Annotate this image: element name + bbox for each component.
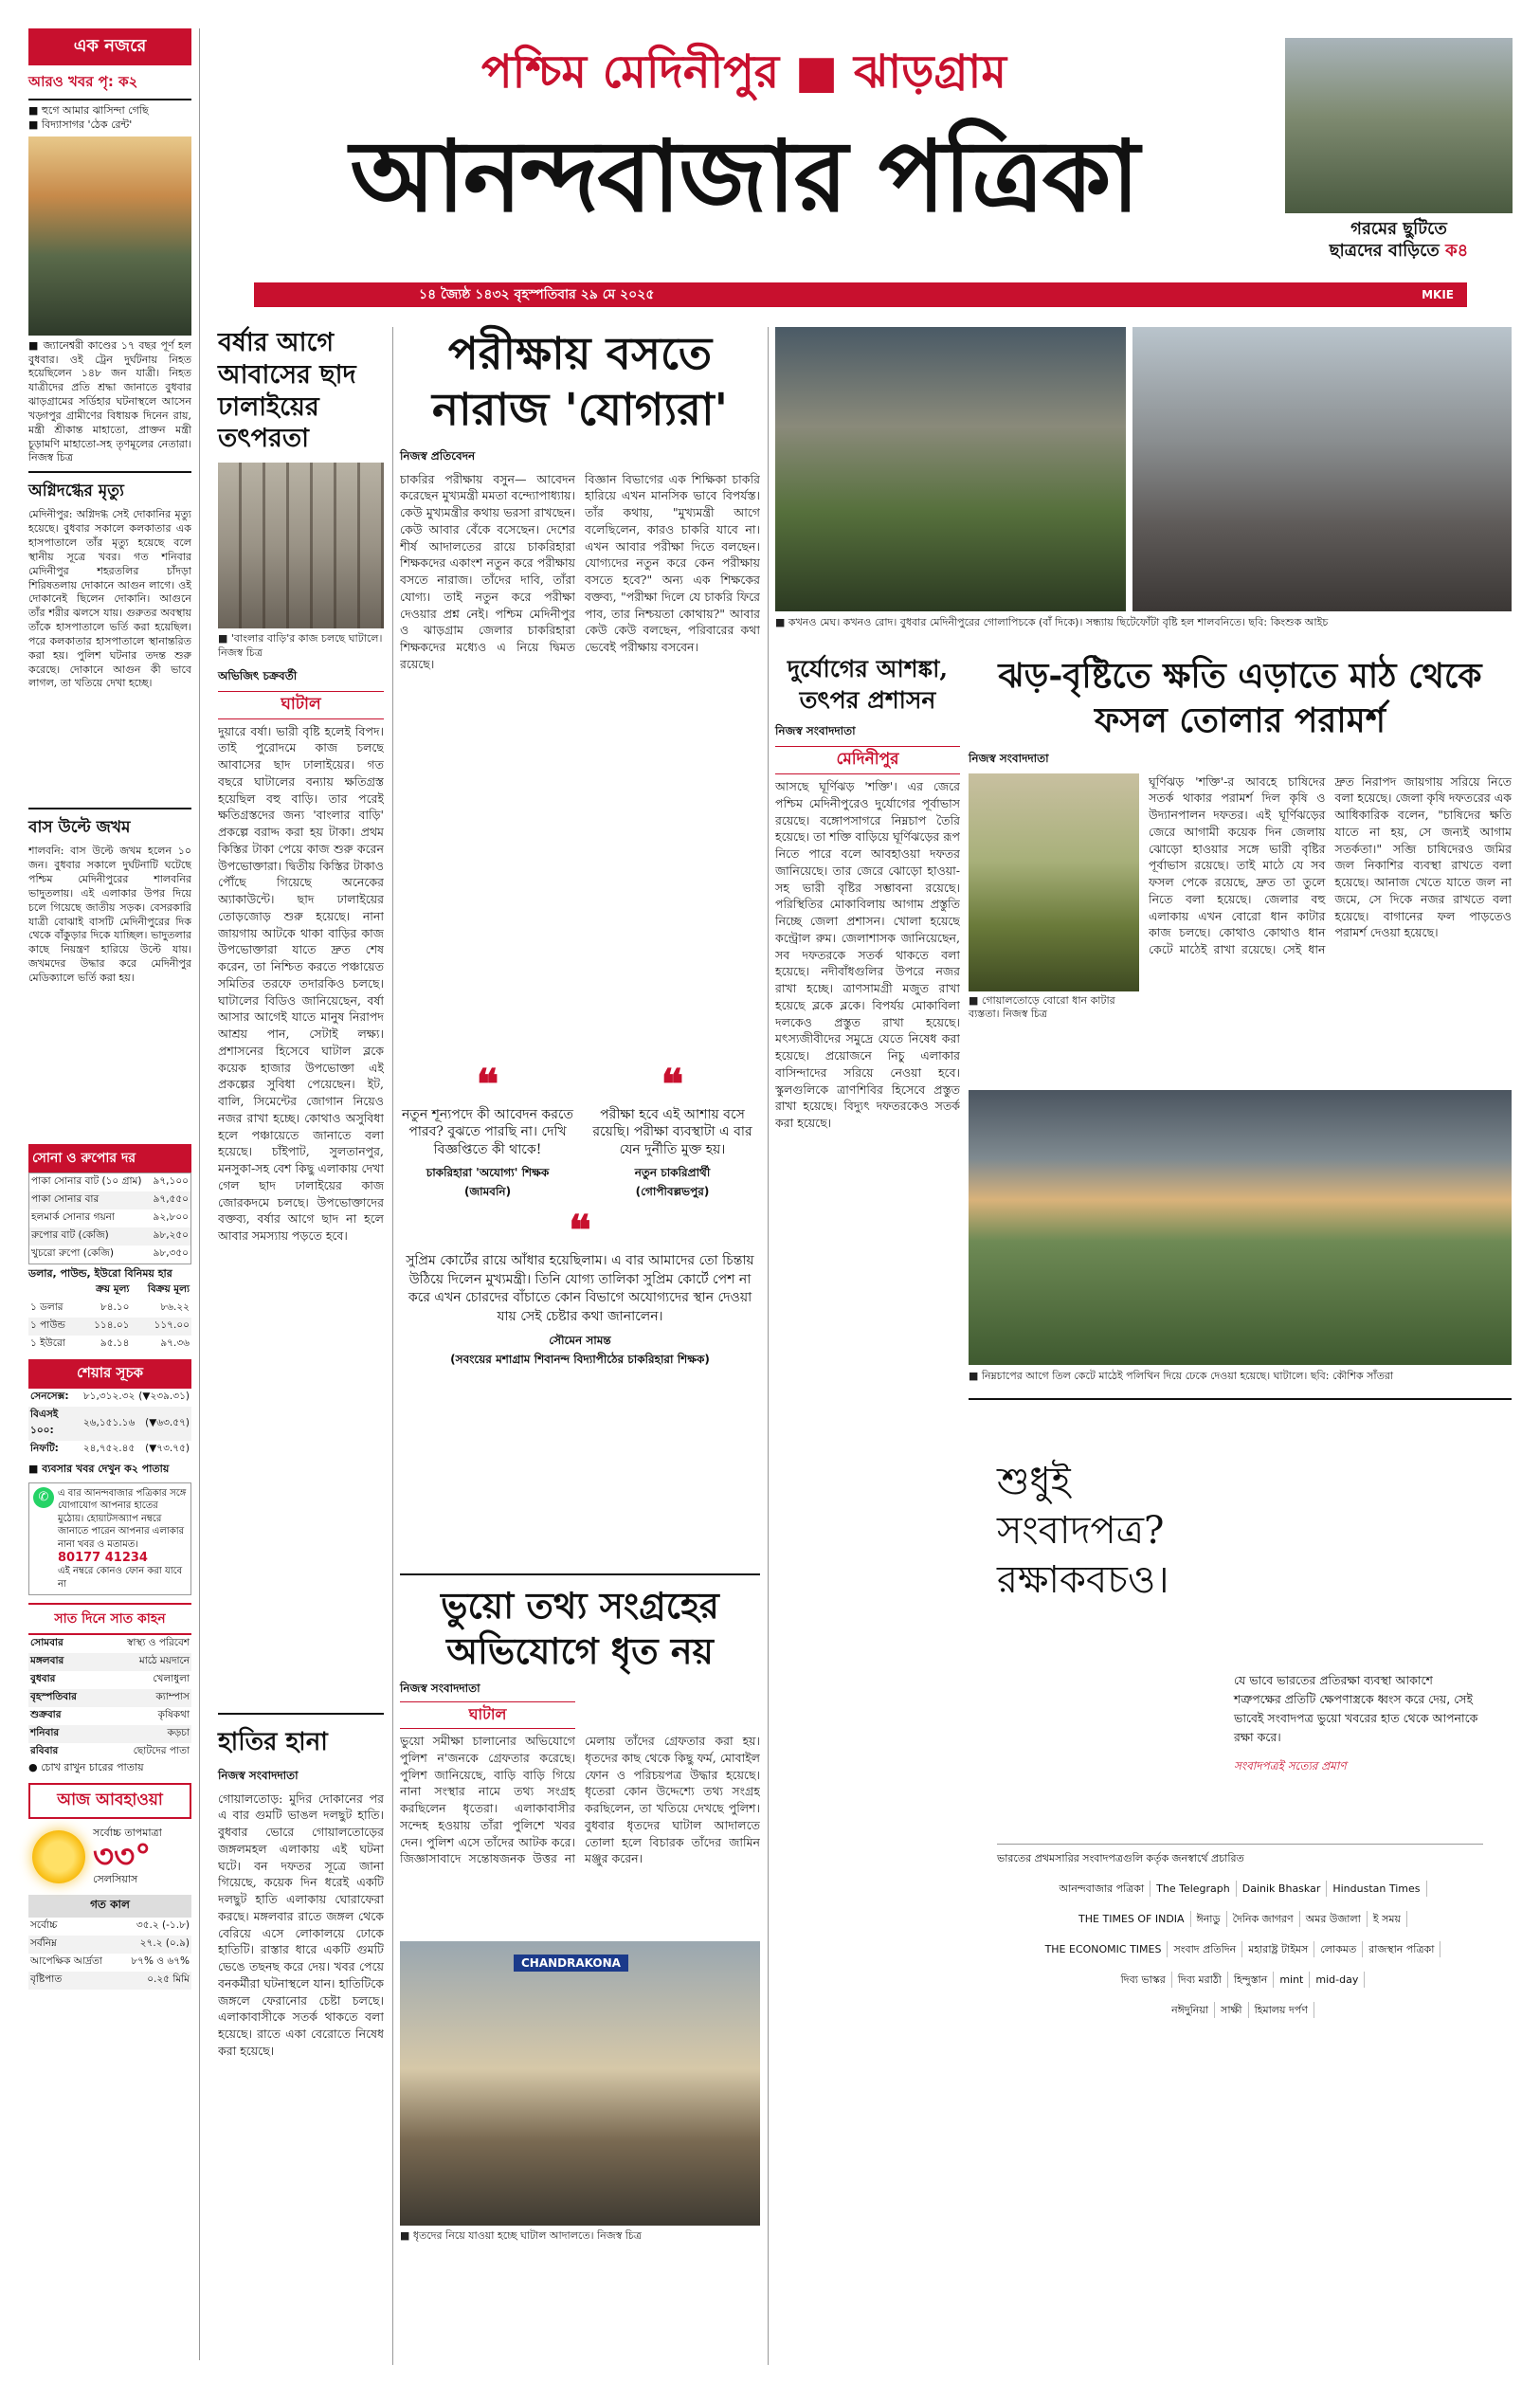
week-row-cell: কৃষিকথা — [157, 1709, 190, 1721]
quote-2-place: (গোপীবল্লভপুর) — [635, 1185, 710, 1199]
currency-row — [28, 1300, 191, 1318]
roof-photo-caption: ■ 'বাংলার বাড়ি'র কাজ চলছে ঘাটালে। নিজস্ব চিত্র — [218, 632, 383, 659]
share-table — [28, 1389, 191, 1459]
currency-col-header — [28, 1282, 80, 1300]
court-photo-caption: ■ ধৃতদের নিয়ে যাওয়া হচ্ছে ঘাটাল আদালতে। নিজস্ব চিত্র — [400, 2229, 642, 2242]
col-divider-2 — [768, 327, 769, 2365]
students-caption[interactable] — [1285, 218, 1513, 263]
students-photo — [1285, 38, 1513, 213]
newspaper-logo: ঈনাডু — [1191, 1911, 1227, 1927]
share-row-cell: (▼২৩৯.৩১) — [138, 1391, 190, 1403]
yesterday-row-cell: সর্বনিম্ন — [30, 1937, 57, 1949]
quote-3-attr: (সবংয়ের মশাগ্রাম শিবানন্দ বিদ্যাপীঠের চাকরিহারা শিক্ষক) — [450, 1352, 710, 1366]
tribute-photo — [28, 136, 191, 336]
week-row-cell: খেলাধুলা — [153, 1673, 190, 1685]
gold-row-cell: পাকা সোনার বার — [31, 1193, 100, 1206]
ad-logo-row — [997, 1969, 1483, 1990]
teaser-1[interactable]: ■ হুগে আমার ঝাসিন্দা গেছি — [28, 104, 149, 117]
quote-3-text: সুপ্রিম কোর্টের রায়ে আঁধার হয়েছিলাম। এ বার আমাদের তো চিন্তায় উঠিয়ে দিলেন মুখ্যমন্ত্রী। তিনি যোগ্য তালিকা সুপ্রিম কোর্টে পেশ না করে এখন চোরদের বাঁচাতে কোন বিভাগে অযোগ্যদের স্থান দেওয়া যায় সেই চেষ্টার কথা জানালেন। — [406, 1253, 754, 1324]
gold-row-cell: ৯৭,৫৫০ — [153, 1193, 189, 1206]
newspaper-logo: সংবাদ প্রতিদিন — [1168, 1941, 1242, 1957]
currency-col-header: ক্রয় মূল্য — [96, 1283, 130, 1296]
week-row-cell: স্বাস্থ্য ও পরিবেশ — [126, 1637, 190, 1649]
weather-max-label: সর্বোচ্চ তাপমাত্রা — [93, 1827, 162, 1840]
quote-3 — [400, 1207, 760, 1370]
gold-row — [29, 1246, 191, 1264]
dateline-bar — [254, 282, 1467, 307]
share-row-cell: ২৬,১৫১.১৬ — [82, 1416, 136, 1428]
quote-1-text: নতুন শূন্যপদে কী আবেদন করতে পারব? বুঝতে পারছি না। দেখি বিজ্ঞপ্তিতে কী থাকে! — [401, 1106, 574, 1158]
quote-2 — [585, 1060, 760, 1204]
disaster-sidebar — [775, 654, 960, 2360]
yesterday-row-cell: আপেক্ষিক আর্দ্রতা — [30, 1955, 102, 1967]
exam-headline: পরীক্ষায় বসতে নারাজ 'যোগ্যরা' — [431, 328, 729, 436]
bus-body: শালবনি: বাস উল্টে জখম হলেন ১০ জন। বুধবার সকালে দুর্ঘটনাটি ঘটেছে পশ্চিম মেদিনীপুরের শালবনির ভাদুতলায়। এই এলাকার উপর দিয়ে চলে গিয়েছে জাতীয় সড়ক। বেসরকারি যাত্রী বোঝাই বাসটি মেদিনীপুরের দিক থেকে বাঁকুড়ার দিকে যাচ্ছিল। ভাদুতলার কাছে নিয়ন্ত্রণ হারিয়ে উল্টে যায়। জখমদের উদ্ধার করে মেদিনীপুর মেডিক্যালে ভর্তি করা হয়। — [28, 845, 191, 984]
fire-headline: অগ্নিদগ্ধের মৃত্যু — [28, 482, 124, 501]
week-row-cell: ছোটদের পাতা — [133, 1745, 190, 1757]
ad-logo-row — [997, 1908, 1483, 1929]
whatsapp-text: এ বার আনন্দবাজার পত্রিকার সঙ্গে যোগাযোগ আপনার হাতের মুঠোয়। হোয়াটসঅ্যাপ নম্বরে জানাতে পারেন আপনার এলাকার নানা খবর ও মতামত। — [58, 1487, 187, 1550]
week-row — [28, 1671, 191, 1689]
gold-row-cell: ৯২,৮০০ — [153, 1211, 189, 1224]
week-note: ● চোখ রাখুন চারের পাতায় — [28, 1761, 144, 1774]
disaster-byline: নিজস্ব সংবাদদাতা — [775, 724, 856, 737]
quote-3-name: সৌমেন সামন্ত — [549, 1333, 611, 1347]
students-caption-line2: ছাত্রদের বাড়িতে — [1329, 241, 1440, 262]
week-row — [28, 1689, 191, 1707]
yesterday-row-cell: বৃষ্টিপাত — [30, 1973, 63, 1985]
gold-row-cell: পাকা সোনার বাট (১০ গ্রাম) — [31, 1175, 142, 1188]
quote-1-attr: চাকরিহারা 'অযোগ্য' শিক্ষক — [426, 1166, 550, 1180]
currency-row — [28, 1318, 191, 1336]
ad-line-3: রক্ষাকবচও। — [997, 1558, 1169, 1602]
quote-1-place: (জামবনি) — [463, 1185, 512, 1199]
share-row-cell: নিফটি: — [30, 1443, 59, 1455]
yesterday-row-cell: ৮৭% ও ৬৭% — [131, 1955, 190, 1967]
tribute-caption: ■ জ্যানেশ্বরী কাণ্ডের ১৭ বছর পূর্ণ হল বুধবার। ওই ট্রেন দুর্ঘটনায় নিহত হয়েছিলেন ১৪৮ জন যাত্রী। নিহত যাত্রীদের প্রতি শ্রদ্ধা জানাতে বুধবার ঝাড়গ্রামের সর্ডিহার ঘটনাস্থলে আসেন খড়্গপুর গ্রামীণের বিধায়ক দিনেন রায়, মন্ত্রী শ্রীকান্ত মাহাতো, প্রাক্তন মন্ত্রী চূড়ামণি মাহাতো-সহ তৃণমূলের নেতারা। নিজস্ব চিত্র — [28, 338, 191, 464]
whatsapp-icon: ✆ — [33, 1487, 54, 1508]
gold-row — [29, 1227, 191, 1246]
quote-mark-icon: ❝ — [476, 1060, 499, 1109]
newspaper-logo: mid-day — [1310, 1972, 1365, 1988]
newspaper-logo: অমর উজালা — [1300, 1911, 1368, 1927]
yesterday-row-cell: ৩৫.২ (-১.৮) — [136, 1919, 190, 1931]
gold-row-cell: খুচরো রুপো (কেজি) — [31, 1247, 114, 1260]
share-row-cell: ৮১,৩১২.৩২ — [82, 1391, 136, 1403]
gold-row-cell: রুপোর বাট (কেজি) — [31, 1229, 109, 1242]
bus-headline: বাস উল্টে জখম — [28, 818, 131, 838]
quote-mark-icon: ❝ — [661, 1060, 684, 1109]
students-caption-page: ক৪ — [1445, 241, 1469, 262]
share-header: শেয়ার সূচক — [28, 1359, 191, 1389]
fake-byline: নিজস্ব সংবাদদাতা — [400, 1682, 480, 1695]
newspaper-logo: হিন্দুস্তান — [1228, 1972, 1274, 1988]
sun-icon — [32, 1830, 85, 1883]
quote-2-attr: নতুন চাকরিপ্রার্থী — [634, 1166, 711, 1180]
share-row — [28, 1407, 191, 1441]
advertisement[interactable] — [969, 1398, 1512, 2355]
exam-byline: নিজস্ব প্রতিবেদন — [400, 448, 476, 463]
ad-body: যে ভাবে ভারতের প্রতিরক্ষা ব্যবস্থা আকাশে শত্রুপক্ষের প্রতিটি ক্ষেপণাস্ত্রকে ধ্বংস করে দেয়, সেই ভাবেই সংবাদপত্র ভুয়ো খবরের হাত থেকে আপনাকে রক্ষা করে। — [1234, 1673, 1478, 1744]
ek-nojore-header: এক নজরে — [28, 28, 191, 65]
clouds-photo-caption: ■ কখনও মেঘ। কখনও রোদ। বুধবার মেদিনীপুরের গোলাপিচকে (বাঁ দিকে)। সন্ধ্যায় ছিটেফোঁটা বৃষ্টি হল শালবনিতে। ছবি: কিংশুক আইচ — [775, 616, 1329, 628]
currency-row-cell: ১১৪.০১ — [94, 1319, 130, 1332]
field-photo-caption: ■ নিম্নচাপের আগে তিল কেটে মাঠেই পলিথিন দিয়ে ঢেকে দেওয়া হয়েছে। ঘাটালে। ছবি: কৌশিক সাঁতরা — [969, 1370, 1394, 1382]
week-table — [28, 1635, 191, 1761]
paddy-photo — [969, 773, 1139, 991]
newspaper-logo: mint — [1274, 1972, 1310, 1988]
gold-row-cell: ৯৮,২৫০ — [153, 1229, 189, 1242]
weather-unit: সেলসিয়াস — [93, 1873, 138, 1886]
yesterday-row — [28, 1972, 191, 1990]
week-row-cell: বুধবার — [30, 1673, 56, 1685]
newspaper-logo: THE ECONOMIC TIMES — [1040, 1941, 1169, 1957]
disaster-place: মেদিনীপুর — [775, 746, 960, 774]
newspaper-logo: দিব্য ভাস্কর — [1115, 1972, 1172, 1988]
week-row-cell: ক্যাম্পাস — [155, 1691, 190, 1703]
yesterday-header: গত কাল — [28, 1895, 191, 1918]
gold-row-cell: ৯৭,১০০ — [153, 1175, 189, 1188]
currency-col-header: বিক্রয় মূল্য — [147, 1283, 190, 1296]
gold-row — [29, 1209, 191, 1227]
roof-photo — [218, 463, 384, 628]
newspaper-logo: THE TIMES OF INDIA — [1073, 1911, 1191, 1927]
yesterday-row-cell: ২৭.২ (০.৯) — [139, 1937, 190, 1949]
disaster-body: আসছে ঘূর্ণিঝড় 'শক্তি'। এর জেরে পশ্চিম মেদিনীপুরেও দুর্যোগের পূর্বাভাস রয়েছে। বঙ্গোপসাগরে নিম্নচাপ তৈরি হয়েছে। তা শক্তি বাড়িয়ে ঘূর্ণিঝড়ের রূপ নিতে পারে বলে আবহাওয়া দফতর জানিয়েছে। তার জেরে ঝোড়ো হাওয়া-সহ ভারী বৃষ্টির সম্ভাবনা রয়েছে। পরিস্থিতির মোকাবিলায় আগাম প্রস্তুতি নিচ্ছে জেলা প্রশাসন। খোলা হয়েছে কন্ট্রোল রুম। জেলাশাসক জানিয়েছেন, সব দফতরকে সতর্ক থাকতে বলা হয়েছে। নদীবাঁধগুলির উপরে নজর রাখা হচ্ছে। ত্রাণসামগ্রী মজুত রাখা হয়েছে ব্লকে ব্লকে। বিপর্যয় মোকাবিলা দলকেও প্রস্তুত রাখা হয়েছে। মৎস্যজীবীদের সমুদ্রে যেতে নিষেধ করা হয়েছে। প্রয়োজনে নিচু এলাকার বাসিন্দাদের সরিয়ে নেওয়া হবে। স্কুলগুলিকে ত্রাণশিবির হিসেবে প্রস্তুত রাখা হয়েছে। বিদ্যুৎ দফতরকেও সতর্ক করা হয়েছে। — [775, 779, 960, 1130]
ad-logo-row — [997, 1878, 1483, 1899]
gold-row-cell: ৯৮,৩৫০ — [153, 1247, 189, 1260]
weather-temp: ৩৩° — [93, 1838, 152, 1877]
currency-table — [28, 1282, 191, 1354]
week-row — [28, 1635, 191, 1653]
fake-body: ভুয়ো সমীক্ষা চালানোর অভিযোগে পুলিশ ন'জনকে গ্রেফতার করেছে। পুলিশ জানিয়েছে, বাড়ি বাড়ি গিয়ে নানা সংস্থার নামে তথ্য সংগ্রহ করছিলেন ধৃতেরা। এলাকাবাসীর সন্দেহ হওয়ায় তাঁরা পুলিশে খবর দেন। পুলিশ এসে তাঁদের আটক করে। জিজ্ঞাসাবাদে সন্তোষজনক উত্তর না মেলায় তাঁদের গ্রেফতার করা হয়। ধৃতদের কাছ থেকে কিছু ফর্ম, মোবাইল ফোন ও পরিচয়পত্র উদ্ধার হয়েছে। ধৃতেরা কোন উদ্দেশ্যে তথ্য সংগ্রহ করছিলেন, তা খতিয়ে দেখছে পুলিশ। বুধবার ধৃতদের ঘাটাল আদালতে তোলা হলে বিচারক তাঁদের জামিন মঞ্জুর করেন। — [400, 1734, 760, 1866]
storm-byline: নিজস্ব সংবাদদাতা — [969, 751, 1049, 765]
week-row — [28, 1743, 191, 1761]
ad-line-2: সংবাদপত্র? — [997, 1509, 1165, 1553]
share-row-cell: সেনসেক্স: — [30, 1391, 69, 1403]
gold-header: সোনা ও রুপোর দর — [28, 1144, 191, 1173]
share-row-cell: (▼৭৩.৭৫) — [145, 1443, 190, 1455]
week-row-cell: সোমবার — [30, 1637, 63, 1649]
rain-street-photo — [1132, 327, 1512, 611]
left-column — [28, 28, 191, 2360]
newspaper-logo: ই সময় — [1368, 1911, 1407, 1927]
gold-table — [28, 1173, 191, 1264]
quote-mark-icon: ❝ — [569, 1207, 591, 1256]
gold-row-cell: হলমার্ক সোনার গয়না — [31, 1211, 115, 1224]
left-column-divider — [199, 28, 200, 2360]
biz-note[interactable]: ■ ব্যবসার খবর দেখুন ক২ পাতায় — [28, 1463, 170, 1476]
newspaper-logo: নঈদুনিয়া — [1166, 2002, 1215, 2018]
elephant-headline: হাতির হানা — [218, 1713, 384, 1764]
week-row — [28, 1725, 191, 1743]
newspaper-logo: The Telegraph — [1150, 1881, 1237, 1897]
week-row-cell: কড়চা — [167, 1727, 190, 1739]
currency-row-cell: ৯৭.৩৬ — [160, 1337, 190, 1350]
fake-story — [400, 1573, 760, 2351]
weather-header: আজ আবহাওয়া — [28, 1783, 191, 1819]
clouds-photo — [775, 327, 1126, 611]
elephant-body: গোয়ালতোড়: মুদির দোকানের পর এ বার গুমটি ভাঙল দলছুট হাতি। বুধবার ভোরে গোয়ালতোড়ের জঙ্গলমহল এলাকায় এই ঘটনা ঘটে। বন দফতর সূত্রে জানা গিয়েছে, কয়েক দিন ধরেই একটি দলছুট হাতি এলাকায় ঘোরাফেরা করছে। মঙ্গলবার রাতে জঙ্গল থেকে বেরিয়ে এসে লোকালয়ে ঢোকে হাতিটি। রাস্তার ধারে একটি গুমটি ভেঙে তছনছ করে দেয়। খবর পেয়ে বনকর্মীরা ঘটনাস্থলে যান। হাতিটিকে জঙ্গলে ফেরানোর চেষ্টা চলছে। এলাকাবাসীকে সতর্ক থাকতে বলা হয়েছে। রাতে একা বেরোতে নিষেধ করা হয়েছে। — [218, 1791, 384, 2058]
share-row-cell: বিএসই ১০০: — [30, 1409, 59, 1437]
week-header: সাত দিনে সাত কাহন — [28, 1603, 191, 1635]
teaser-2[interactable]: ■ বিদ্যাসাগর 'ঠেক রেন্ট' — [28, 118, 133, 131]
share-row-cell: (▼৬৩.৫৭) — [145, 1416, 190, 1428]
ad-footer: ভারতের প্রথমসারির সংবাদপত্রগুলি কর্তৃক জনস্বার্থে প্রচারিত — [997, 1844, 1483, 1868]
newspaper-logo: Dainik Bhaskar — [1237, 1881, 1328, 1897]
currency-row — [28, 1336, 191, 1354]
fire-body: মেদিনীপুর: অগ্নিদগ্ধ সেই দোকানির মৃত্যু হয়েছে। বুধবার সকালে কলকাতার এক হাসপাতালে তাঁর মৃত্যু হয়েছে বলে স্থানীয় সূত্রে খবর। গত শনিবার মেদিনীপুর শহরতলির চাঁদড়া শিরিষতলায় দোকানে আগুন লাগে। ওই দোকানেই ছিলেন দোকানি। আগুনে তাঁর শরীর ঝলসে যায়। গুরুতর অবস্থায় তাঁকে হাসপাতালে ভর্তি করা হয়েছিল। পরে কলকাতার হাসপাতালে স্থানান্তরিত করা হয়। পুলিশ ঘটনার তদন্ত শুরু করেছে। দোকানে আগুন কী ভাবে লাগল, তা খতিয়ে দেখা হচ্ছে। — [28, 508, 191, 690]
newspaper-logo: সাক্ষী — [1215, 2002, 1249, 2018]
week-row-cell: রবিবার — [30, 1745, 59, 1757]
week-row-cell: শুক্রবার — [30, 1709, 62, 1721]
currency-row-cell: ৮৪.১০ — [100, 1301, 130, 1314]
ad-line-1: শুধুই — [997, 1460, 1071, 1503]
edition-code: MKIE — [1422, 288, 1454, 301]
fake-place: ঘাটাল — [400, 1701, 575, 1729]
court-sign: CHANDRAKONA — [514, 1955, 628, 1972]
currency-row-cell: ১ ডলার — [30, 1301, 63, 1314]
newspaper-logo: মহারাষ্ট্র টাইমস — [1242, 1941, 1314, 1957]
ad-logo-row — [997, 1938, 1483, 1959]
currency-header: ডলার, পাউন্ড, ইউরো বিনিময় হার — [28, 1267, 172, 1281]
roof-body: দুয়ারে বর্ষা। ভারী বৃষ্টি হলেই বিপদ। তাই পুরোদমে কাজ চলছে আবাসের ছাদ ঢালাইয়ের। গত বছরে ঘাটালের বন্যায় ক্ষতিগ্রস্ত হয়েছিল বহু বাড়ি। তার পরেই ক্ষতিগ্রস্তদের জন্য 'বাংলার বাড়ি' প্রকল্পে বরাদ্দ করা হয় টাকা। প্রথম কিস্তির টাকা পেয়ে কাজ শুরু করেন উপভোক্তারা। দ্বিতীয় কিস্তির টাকাও পৌঁছে গিয়েছে অনেকের অ্যাকাউন্টে। ছাদ ঢালাইয়ের তোড়জোড় শুরু হয়েছে। নানা জায়গায় আটকে থাকা বাড়ির কাজ উপভোক্তারা যাতে দ্রুত শেষ করেন, তা নিশ্চিত করতে পঞ্চায়েত সমিতির তরফে তদারকিও চলছে। ঘাটালের বিডিও জানিয়েছেন, বর্ষা আসার আগেই যাতে মানুষ নিরাপদ আশ্রয় পান, সেটাই লক্ষ্য। প্রশাসনের হিসেবে ঘাটাল ব্লকে কয়েক হাজার উপভোক্তা এই প্রকল্পের সুবিধা পেয়েছেন। ইট, বালি, সিমেন্টের জোগান নিয়েও নজর রাখা হচ্ছে। কোথাও অসুবিধা হলে পঞ্চায়েতে জানাতে বলা হয়েছে। চাঁইপাট, সুলতানপুর, মনসুকা-সহ বেশ কিছু এলাকায় দেখা গেল ছাদ ঢালাইয়ের কাজ জোরকদমে চলছে। উপভোক্তাদের বক্তব্য, বর্ষার আগে ছাদ না হলে আবার সমস্যায় পড়তে হবে। — [218, 723, 384, 1244]
field-photo — [969, 1090, 1512, 1365]
yesterday-row — [28, 1936, 191, 1954]
gold-row — [29, 1173, 191, 1192]
paddy-photo-caption: ■ গোয়ালতোড়ে বোরো ধান কাটার ব্যস্ততা। নিজস্ব চিত্র — [969, 993, 1115, 1021]
col-divider-1 — [392, 327, 393, 2365]
elephant-byline: নিজস্ব সংবাদদাতা — [218, 1768, 299, 1782]
newspaper-logo: Hindustan Times — [1327, 1881, 1426, 1897]
yesterday-row-cell: সর্বোচ্চ — [30, 1919, 58, 1931]
week-row — [28, 1707, 191, 1725]
newspaper-logo: লোকমত — [1314, 1941, 1363, 1957]
roof-place: ঘাটাল — [218, 691, 384, 719]
edition-name: পশ্চিম মেদিনীপুর ■ ঝাড়গ্রাম — [480, 45, 1006, 99]
currency-row-cell: ৯৫.১৪ — [100, 1337, 130, 1350]
ad-logos — [997, 1878, 1483, 2020]
roof-byline: অভিজিৎ চক্রবর্তী — [218, 668, 298, 682]
currency-row-cell: ১ পাউন্ড — [30, 1319, 65, 1332]
disaster-headline: দুর্যোগের আশঙ্কা, তৎপর প্রশাসন — [787, 655, 949, 714]
exam-body-2: বিজ্ঞান বিভাগের এক শিক্ষিকা চাকরি হারিয়ে এখন মানসিক ভাবে বিপর্যস্ত। তাঁর কথায়, "মুখ্যমন্ত্রী আগে বলেছিলেন, কারও চাকরি যাবে না। এখন আবার পরীক্ষা দিতে বলছেন। যোগ্যদের নতুন করে কেন পরীক্ষায় বসতে হবে?" অন্য এক শিক্ষকের বক্তব্য, "পরীক্ষা দিলে যে চাকরি ফিরে পাব, তার নিশ্চয়তা কোথায়?" আবার কেউ কেউ বলছেন, পরিবারের কথা ভেবেই পরীক্ষায় বসবেন। — [585, 471, 760, 654]
newspaper-logo: রাজস্থান পত্রিকা — [1363, 1941, 1440, 1957]
roof-headline: বর্ষার আগে আবাসের ছাদ ঢালাইয়ের তৎপরতা — [218, 328, 356, 454]
week-row-cell: শনিবার — [30, 1727, 60, 1739]
dateline: ১৪ জ্যৈষ্ঠ ১৪৩২ বৃহস্পতিবার ২৯ মে ২০২৫ — [419, 287, 655, 302]
week-row-cell: মঙ্গলবার — [30, 1655, 64, 1667]
share-row — [28, 1389, 191, 1407]
newspaper-logo: হিমালয় দর্পণ — [1249, 2002, 1314, 2018]
whatsapp-suffix: এই নম্বরে কোনও ফোন করা যাবে না — [58, 1566, 183, 1590]
share-row-cell: ২৪,৭৫২.৪৫ — [82, 1443, 136, 1455]
newspaper-logo: দৈনিক জাগরণ — [1227, 1911, 1300, 1927]
week-row-cell: বৃহস্পতিবার — [30, 1691, 77, 1703]
yesterday-row — [28, 1918, 191, 1936]
masthead — [208, 38, 1279, 303]
yesterday-row-cell: ০.২৫ মিমি — [147, 1973, 190, 1985]
weather-box — [28, 1819, 191, 1895]
quote-1 — [400, 1060, 575, 1204]
gold-row — [29, 1191, 191, 1209]
court-photo — [400, 1941, 760, 2226]
whatsapp-number[interactable]: 80177 41234 — [58, 1551, 148, 1566]
exam-body-1: চাকরির পরীক্ষায় বসুন— আবেদন করেছেন মুখ্যমন্ত্রী মমতা বন্দ্যোপাধ্যায়। কেউ মুখ্যমন্ত্রীর কথায় ভরসা রাখছেন। কেউ আবার বেঁকে বসেছেন। দেশের শীর্ষ আদালতের রায়ে চাকরিহারা শিক্ষকদের একাংশ নতুন করে পরীক্ষায় বসতে নারাজ। তাঁদের দাবি, তাঁরা যোগ্য। তাই নতুন করে পরীক্ষা দেওয়ার প্রশ্ন নেই। পশ্চিম মেদিনীপুর ও ঝাড়গ্রাম জেলার চাকরিহারা শিক্ষকদের মধ্যেও এ নিয়ে দ্বিমত রয়েছে। — [400, 471, 575, 671]
exam-story — [400, 327, 760, 1417]
newspaper-logo: দিব্য মরাঠী — [1172, 1972, 1228, 1988]
currency-row-cell: ৮৬.২২ — [160, 1301, 190, 1314]
storm-body: ঘূর্ণিঝড় 'শক্তি'-র আবহে চাষিদের সতর্ক থাকার পরামর্শ দিল কৃষি ও উদ্যানপালন দফতর। এই ঘূর্ণিঝড়ের জেরে আগামী কয়েক দিন জেলায় ঝোড়ো হাওয়ার সঙ্গে ভারী বৃষ্টির পূর্বাভাস রয়েছে। তাই মাঠে যে সব ফসল পেকে রয়েছে, দ্রুত তা তুলে নিতে বলা হয়েছে। জেলার বহু এলাকায় এখন বোরো ধান কাটার কাজ চলছে। কোথাও কোথাও ধান কেটে মাঠেই রাখা রয়েছে। সেই ধান দ্রুত নিরাপদ জায়গায় সরিয়ে নিতে বলা হয়েছে। জেলা কৃষি দফতরের এক আধিকারিক বলেন, "চাষিদের ক্ষতি যাতে না হয়, সে জন্যই আগাম সতর্কতা।" সব্জি চাষিদেরও জমির জল নিকাশির ব্যবস্থা রাখতে বলা হয়েছে। আনাজ খেতে যাতে জল না জমে, সে দিকে নজর রাখতে বলা হয়েছে। বাগানের ফল পাড়তেও পরামর্শ দেওয়া হয়েছে। — [1149, 773, 1512, 957]
fake-headline: ভুয়ো তথ্য সংগ্রহের অভিযোগে ধৃত নয় — [441, 1584, 719, 1672]
currency-row-cell: ১১৭.০০ — [154, 1319, 190, 1332]
students-caption-line1: গরমের ছুটিতে — [1350, 219, 1447, 239]
week-row — [28, 1653, 191, 1671]
whatsapp-box — [28, 1482, 191, 1596]
yesterday-table — [28, 1918, 191, 1990]
currency-row-cell: ১ ইউরো — [30, 1337, 65, 1350]
ad-tag: সংবাদপত্রই সত্যের প্রমাণ — [1234, 1759, 1347, 1773]
roof-story — [218, 327, 384, 2365]
share-row — [28, 1441, 191, 1459]
week-row-cell: মাঠে ময়দানে — [138, 1655, 190, 1667]
storm-headline: ঝড়-বৃষ্টিতে ক্ষতি এড়াতে মাঠ থেকে ফসল তোলার পরামর্শ — [998, 656, 1482, 740]
more-news-link[interactable]: আরও খবর পৃ: ক২ — [28, 65, 191, 100]
paper-title: আনন্দবাজার পত্রিকা — [350, 118, 1138, 234]
quote-2-text: পরীক্ষা হবে এই আশায় বসে রয়েছি। পরীক্ষা ব্যবস্থাটা এ বার যেন দুর্নীতি মুক্ত হয়। — [592, 1106, 752, 1158]
yesterday-row — [28, 1954, 191, 1972]
ad-logo-row — [997, 1999, 1483, 2020]
newspaper-logo: আনন্দবাজার পত্রিকা — [1053, 1881, 1150, 1897]
